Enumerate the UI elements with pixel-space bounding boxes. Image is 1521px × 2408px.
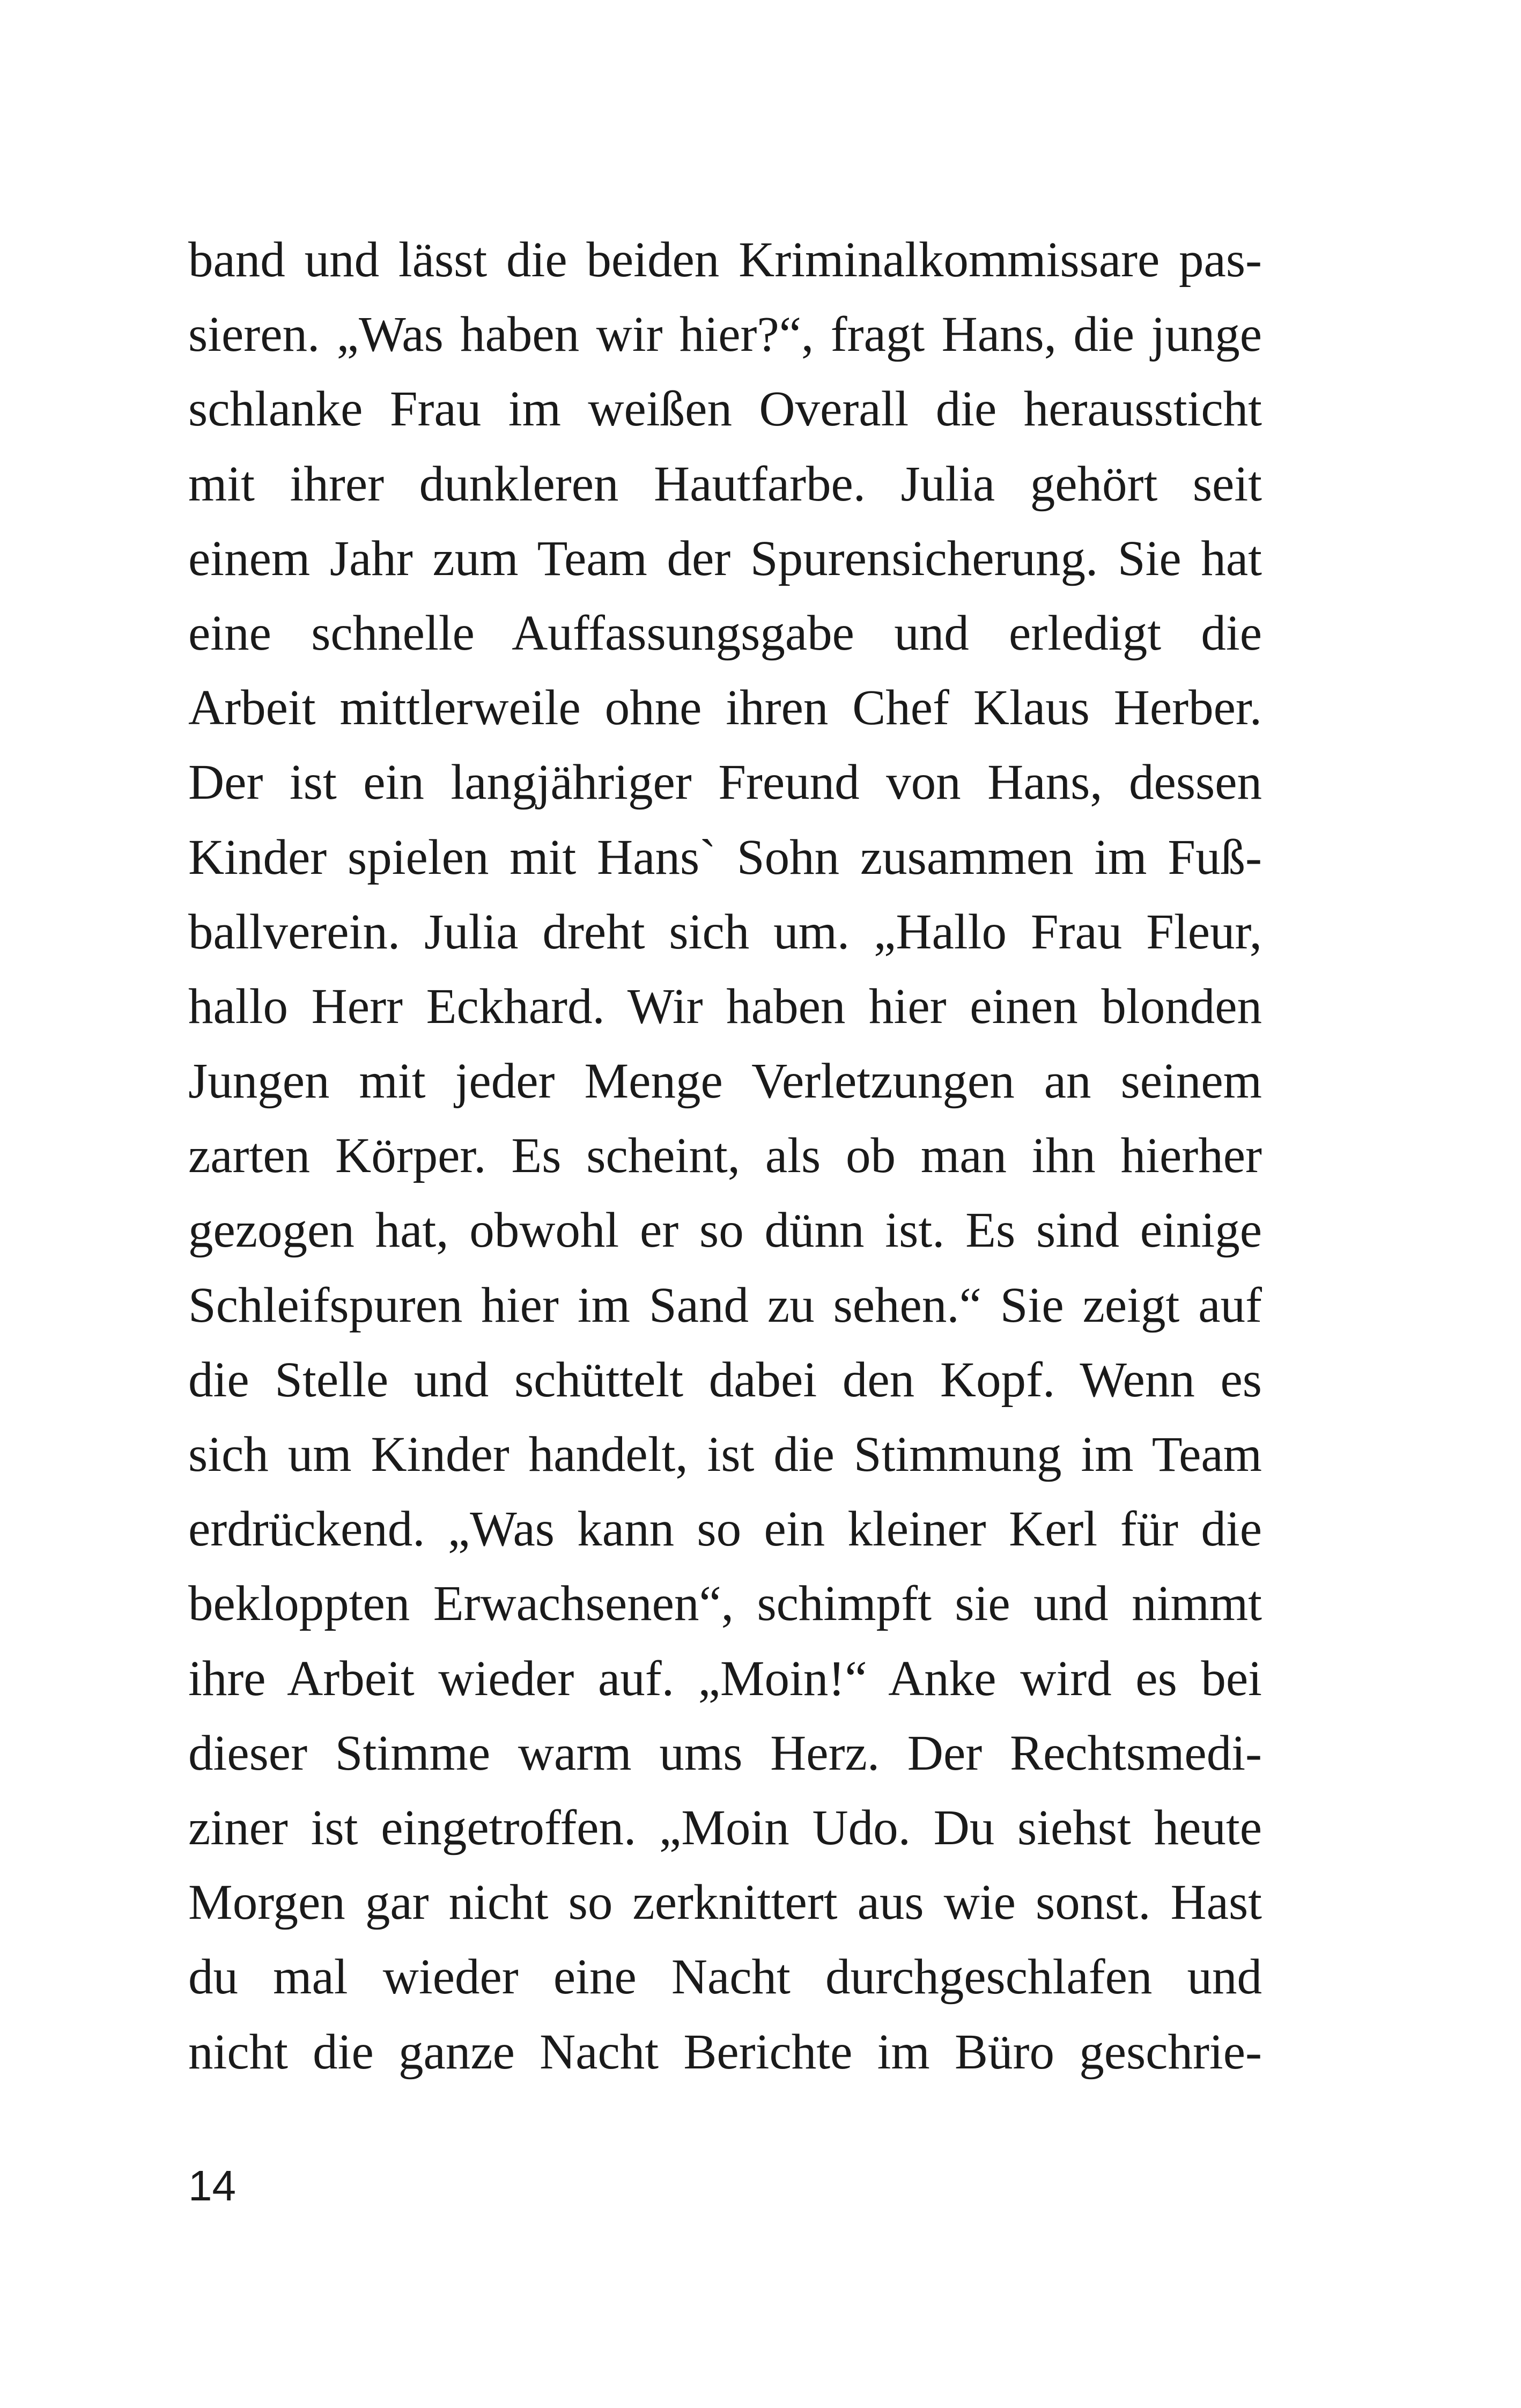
- text-line: du mal wieder eine Nacht durchgeschlafen und: [188, 1949, 1262, 2005]
- text-line: Kinder spielen mit Hans` Sohn zusammen im Fuß-: [188, 829, 1262, 885]
- text-line: einem Jahr zum Team der Spurensicherung. Sie hat: [188, 531, 1262, 586]
- text-line: Arbeit mittlerweile ohne ihren Chef Klaus Herber.: [188, 680, 1262, 736]
- body-text: [188, 223, 1262, 2089]
- text-line: ihre Arbeit wieder auf. „Moin!“ Anke wird es bei: [188, 1651, 1262, 1706]
- text-line: die Stelle und schüttelt dabei den Kopf. Wenn es: [188, 1352, 1262, 1408]
- text-line: schlanke Frau im weißen Overall die heraussticht: [188, 381, 1262, 437]
- text-line: sich um Kinder handelt, ist die Stimmung im Team: [188, 1427, 1262, 1482]
- text-line: hallo Herr Eckhard. Wir haben hier einen blonden: [188, 978, 1262, 1034]
- text-line: Schleifspuren hier im Sand zu sehen.“ Sie zeigt auf: [188, 1277, 1262, 1333]
- text-line: eine schnelle Auffassungsgabe und erledigt die: [188, 605, 1262, 661]
- text-line: erdrückend. „Was kann so ein kleiner Kerl für die: [188, 1501, 1262, 1557]
- text-line: zarten Körper. Es scheint, als ob man ihn hierher: [188, 1128, 1262, 1184]
- text-line: ziner ist eingetroffen. „Moin Udo. Du siehst heute: [188, 1800, 1262, 1855]
- text-line: dieser Stimme warm ums Herz. Der Rechtsmedi-: [188, 1725, 1262, 1781]
- text-line: Der ist ein langjähriger Freund von Hans, dessen: [188, 755, 1262, 811]
- text-line: Jungen mit jeder Menge Verletzungen an seinem: [188, 1054, 1262, 1109]
- page-number: 14: [188, 2162, 236, 2210]
- text-line: sieren. „Was haben wir hier?“, fragt Hans, die junge: [188, 307, 1262, 363]
- text-line: bekloppten Erwachsenen“, schimpft sie und nimmt: [188, 1576, 1262, 1632]
- text-line: Morgen gar nicht so zerknittert aus wie sonst. Hast: [188, 1875, 1262, 1931]
- text-line: band und lässt die beiden Kriminalkommissare pas-: [188, 232, 1262, 288]
- text-line: mit ihrer dunkleren Hautfarbe. Julia gehört seit: [188, 456, 1262, 512]
- text-line: ballverein. Julia dreht sich um. „Hallo Frau Fleur,: [188, 904, 1262, 960]
- text-line: nicht die ganze Nacht Berichte im Büro geschrie-: [188, 2024, 1262, 2080]
- text-line: gezogen hat, obwohl er so dünn ist. Es sind einige: [188, 1203, 1262, 1258]
